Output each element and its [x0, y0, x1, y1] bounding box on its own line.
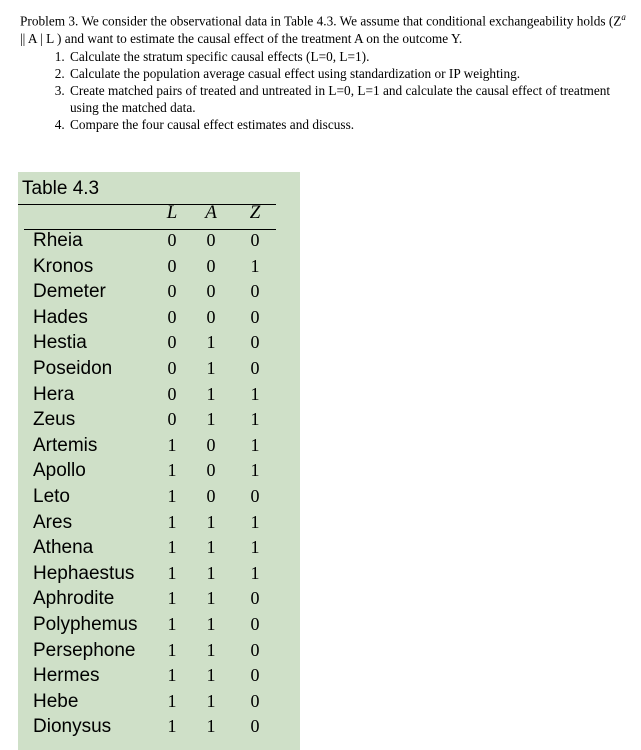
cell-A: 0 — [206, 485, 216, 506]
cell-Z: 0 — [250, 665, 260, 686]
cell-A: 1 — [206, 562, 216, 583]
cell-Z: 1 — [250, 434, 260, 455]
table-row — [18, 638, 300, 664]
table-row — [18, 356, 300, 382]
table-row — [18, 561, 300, 587]
task-item: 1. Calculate the stratum specific causal effects (L=0, L=1). — [68, 48, 632, 65]
cell-A: 0 — [206, 306, 216, 327]
cell-Z: 0 — [250, 485, 260, 506]
row-name: Dionysus — [33, 716, 112, 738]
cell-Z: 0 — [250, 230, 260, 250]
problem-statement — [20, 8, 632, 133]
cell-A: 1 — [206, 511, 216, 532]
cell-Z: 1 — [250, 511, 260, 532]
cell-Z: 1 — [250, 409, 260, 430]
table-row — [18, 714, 300, 740]
cell-A: 1 — [206, 690, 216, 711]
cell-L: 0 — [167, 357, 177, 378]
cell-Z: 0 — [250, 588, 260, 609]
row-name: Kronos — [33, 255, 94, 277]
table-row — [18, 330, 300, 356]
cell-Z: 0 — [250, 613, 260, 634]
cell-Z: 0 — [250, 639, 260, 660]
cell-L: 1 — [167, 562, 177, 583]
cell-Z: 0 — [250, 690, 260, 711]
cell-L: 1 — [167, 485, 177, 506]
cell-Z: 1 — [250, 562, 260, 583]
cell-Z: 1 — [250, 460, 260, 481]
title-rule — [18, 204, 276, 205]
column-header-A: A — [205, 202, 217, 223]
table-row — [18, 612, 300, 638]
cell-L: 1 — [167, 588, 177, 609]
row-name: Persephone — [33, 639, 136, 661]
row-name: Demeter — [33, 281, 106, 303]
cell-A: 0 — [206, 434, 216, 455]
cell-Z: 0 — [250, 332, 260, 353]
cell-A: 0 — [206, 460, 216, 481]
cell-L: 0 — [167, 383, 177, 404]
cell-L: 1 — [167, 665, 177, 686]
cell-A: 1 — [206, 357, 216, 378]
table-title: Table 4.3 — [22, 178, 100, 199]
row-name: Leto — [33, 485, 70, 507]
row-name: Artemis — [33, 434, 98, 456]
row-name: Hebe — [33, 690, 79, 712]
table-row — [18, 279, 300, 305]
cell-A: 1 — [206, 665, 216, 686]
cell-A: 1 — [206, 332, 216, 353]
row-name: Zeus — [33, 409, 76, 431]
table-row — [18, 228, 300, 254]
table-row — [18, 305, 300, 331]
cell-Z: 0 — [250, 357, 260, 378]
task-item: 2. Calculate the population average casual effect using standardization or IP weighting. — [68, 65, 632, 82]
cell-L: 0 — [167, 230, 177, 250]
cell-L: 0 — [167, 255, 177, 276]
cell-L: 0 — [167, 306, 177, 327]
row-name: Athena — [33, 537, 94, 559]
table-4-3 — [18, 172, 300, 750]
row-name: Apollo — [33, 460, 86, 482]
row-name: Hermes — [33, 665, 100, 687]
table-row — [18, 535, 300, 561]
table-row — [18, 484, 300, 510]
table-row — [18, 663, 300, 689]
cell-A: 1 — [206, 716, 216, 737]
cell-Z: 1 — [250, 537, 260, 558]
table-row — [18, 689, 300, 715]
cell-Z: 1 — [250, 255, 260, 276]
task-item: 4. Compare the four causal effect estimates and discuss. — [68, 116, 632, 133]
cell-L: 0 — [167, 409, 177, 430]
row-name: Hephaestus — [33, 562, 135, 584]
column-header-L: L — [166, 202, 178, 223]
row-name: Aphrodite — [33, 588, 115, 610]
cell-L: 1 — [167, 537, 177, 558]
table-row — [18, 382, 300, 408]
row-name: Rheia — [33, 230, 83, 251]
cell-L: 0 — [167, 281, 177, 302]
column-header-Z: Z — [249, 202, 261, 223]
cell-Z: 1 — [250, 383, 260, 404]
superscript-a: a — [621, 12, 626, 22]
cell-A: 1 — [206, 588, 216, 609]
cell-L: 0 — [167, 332, 177, 353]
table-row — [18, 510, 300, 536]
table-body — [18, 228, 300, 740]
table-row — [18, 254, 300, 280]
row-name: Hades — [33, 306, 88, 328]
cell-Z: 0 — [250, 306, 260, 327]
cell-L: 1 — [167, 690, 177, 711]
problem-task-list — [20, 48, 632, 133]
cell-A: 1 — [206, 409, 216, 430]
cell-L: 1 — [167, 460, 177, 481]
cell-A: 0 — [206, 230, 216, 250]
cell-A: 1 — [206, 639, 216, 660]
cell-L: 1 — [167, 511, 177, 532]
cell-Z: 0 — [250, 281, 260, 302]
cell-L: 1 — [167, 639, 177, 660]
row-name: Hera — [33, 383, 75, 405]
cell-A: 1 — [206, 537, 216, 558]
row-name: Hestia — [33, 332, 87, 354]
problem-intro: Problem 3. We consider the observational data in Table 4.3. We assume that conditional exchangeability holds ($Z^a$ || A | L ) and want to estimate the causal effect of the treatment A on the outcome Y. — [20, 12, 626, 47]
table-row — [18, 586, 300, 612]
task-item: 3. Create matched pairs of treated and untreated in L=0, L=1 and calculate the causal effect of treatment using the matched data. — [68, 82, 632, 116]
cell-A: 1 — [206, 613, 216, 634]
row-name: Ares — [33, 511, 73, 533]
cell-A: 0 — [206, 255, 216, 276]
row-name: Poseidon — [33, 357, 113, 379]
cell-A: 0 — [206, 281, 216, 302]
cell-L: 1 — [167, 434, 177, 455]
cell-L: 1 — [167, 716, 177, 737]
table-row — [18, 433, 300, 459]
row-name: Polyphemus — [33, 613, 138, 635]
cell-Z: 0 — [250, 716, 260, 737]
cell-L: 1 — [167, 613, 177, 634]
table-row — [18, 407, 300, 433]
table-row — [18, 458, 300, 484]
cell-A: 1 — [206, 383, 216, 404]
